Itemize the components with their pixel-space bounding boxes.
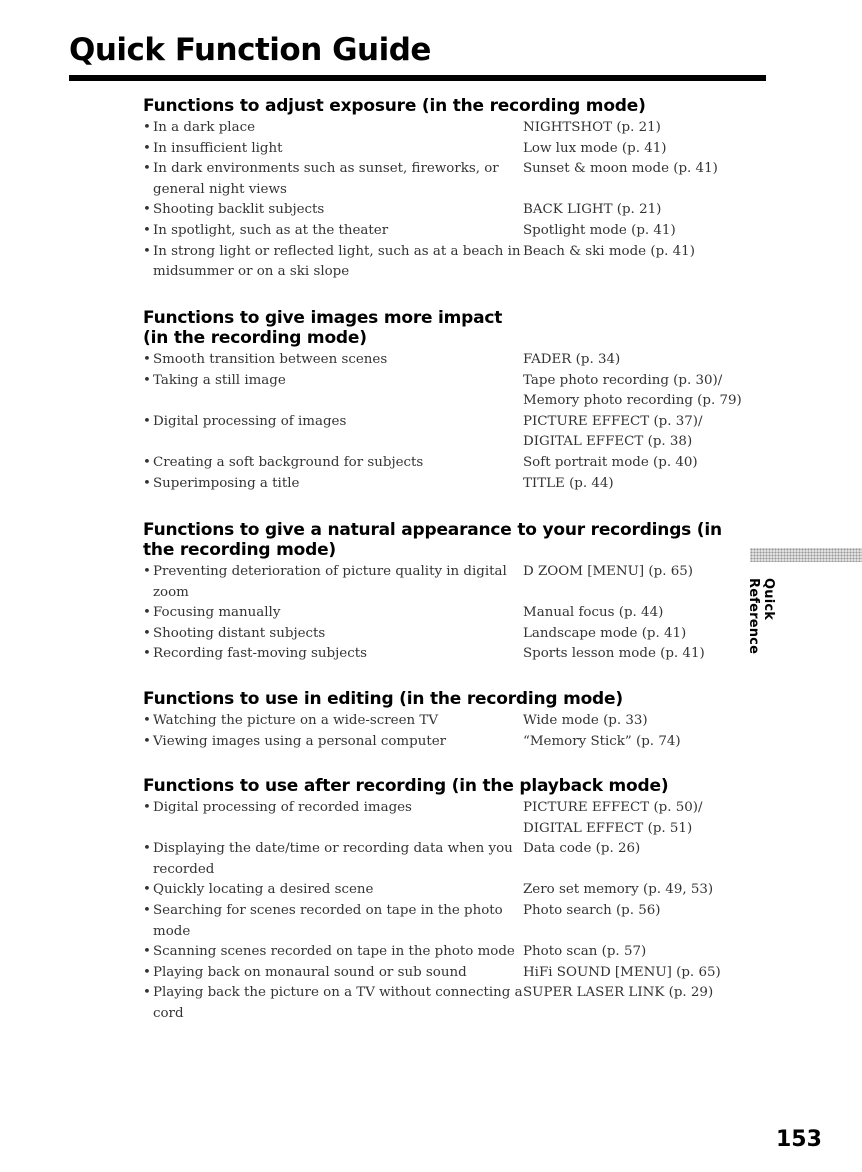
function-reference: HiFi SOUND [MENU] (p. 65) bbox=[523, 964, 721, 980]
function-reference: Tape photo recording (p. 30)/ Memory photo recording (p. 79) bbox=[523, 372, 742, 409]
function-reference: TITLE (p. 44) bbox=[523, 475, 614, 491]
function-reference: Manual focus (p. 44) bbox=[523, 605, 664, 621]
function-description: • Recording fast-moving subjects bbox=[143, 644, 523, 665]
list-item bbox=[143, 880, 763, 901]
list-item bbox=[143, 603, 763, 624]
section-heading: Functions to use after recording (in the playback mode) bbox=[143, 776, 669, 796]
list-item bbox=[143, 474, 763, 495]
section-heading: Functions to give a natural appearance to your recordings (in the recording mode) bbox=[143, 520, 722, 560]
list-item bbox=[143, 221, 763, 242]
list-item bbox=[143, 200, 763, 221]
list-item bbox=[143, 711, 763, 732]
list-item bbox=[143, 371, 763, 412]
function-reference: Sunset & moon mode (p. 41) bbox=[523, 161, 718, 177]
function-reference: SUPER LASER LINK (p. 29) bbox=[523, 985, 714, 1001]
function-reference: Sports lesson mode (p. 41) bbox=[523, 646, 705, 662]
list-item bbox=[143, 983, 763, 1024]
section-tab-marker bbox=[750, 548, 862, 562]
function-reference: Zero set memory (p. 49, 53) bbox=[523, 882, 714, 898]
function-description: • In a dark place bbox=[143, 118, 523, 139]
function-reference: Landscape mode (p. 41) bbox=[523, 625, 687, 641]
list-item bbox=[143, 839, 763, 880]
function-reference: Low lux mode (p. 41) bbox=[523, 140, 667, 156]
list-item bbox=[143, 942, 763, 963]
function-reference: Wide mode (p. 33) bbox=[523, 713, 648, 728]
function-reference: “Memory Stick” (p. 74) bbox=[523, 733, 681, 749]
page-title: Quick Function Guide bbox=[69, 32, 431, 68]
function-list bbox=[143, 350, 763, 494]
section-impact bbox=[143, 308, 763, 494]
function-description: • Creating a soft background for subjects bbox=[143, 453, 523, 474]
list-item bbox=[143, 644, 763, 665]
function-reference: D ZOOM [MENU] (p. 65) bbox=[523, 564, 693, 579]
section-after-recording bbox=[143, 776, 763, 1025]
function-description: • Smooth transition between scenes bbox=[143, 350, 523, 371]
list-item bbox=[143, 562, 763, 603]
function-description: • Quickly locating a desired scene bbox=[143, 880, 523, 901]
function-description: • Displaying the date/time or recording data when you recorded bbox=[143, 839, 523, 880]
function-description: • In strong light or reflected light, such as at a beach in midsummer or on a ski slope bbox=[143, 242, 523, 283]
function-list bbox=[143, 562, 763, 665]
function-description: • Shooting backlit subjects bbox=[143, 200, 523, 221]
function-reference: PICTURE EFFECT (p. 50)/ DIGITAL EFFECT (p. 51) bbox=[523, 800, 703, 836]
list-item bbox=[143, 350, 763, 371]
function-description: • Viewing images using a personal computer bbox=[143, 732, 523, 753]
page-number: 153 bbox=[776, 1127, 822, 1152]
list-item bbox=[143, 412, 763, 453]
section-heading: Functions to use in editing (in the recording mode) bbox=[143, 689, 623, 709]
function-description: • Scanning scenes recorded on tape in the photo mode bbox=[143, 942, 523, 963]
function-description: • Focusing manually bbox=[143, 603, 523, 624]
function-description: • Taking a still image bbox=[143, 371, 523, 412]
function-description: • Digital processing of recorded images bbox=[143, 798, 523, 839]
function-reference: Soft portrait mode (p. 40) bbox=[523, 454, 698, 470]
section-exposure bbox=[143, 96, 763, 283]
function-description: • Playing back on monaural sound or sub sound bbox=[143, 963, 523, 984]
function-description: • Preventing deterioration of picture quality in digital zoom bbox=[143, 562, 523, 603]
section-heading: Functions to give images more impact (in the recording mode) bbox=[143, 308, 503, 348]
section-editing bbox=[143, 689, 763, 752]
function-description: • In spotlight, such as at the theater bbox=[143, 221, 523, 242]
function-reference: PICTURE EFFECT (p. 37)/ DIGITAL EFFECT (p. 38) bbox=[523, 413, 703, 450]
function-reference: Data code (p. 26) bbox=[523, 841, 641, 857]
list-item bbox=[143, 118, 763, 139]
list-item bbox=[143, 159, 763, 200]
function-description: • Digital processing of images bbox=[143, 412, 523, 453]
function-description: • Superimposing a title bbox=[143, 474, 523, 495]
function-list bbox=[143, 798, 763, 1025]
section-natural-appearance bbox=[143, 520, 763, 665]
list-item bbox=[143, 624, 763, 645]
function-reference: Photo scan (p. 57) bbox=[523, 944, 647, 960]
function-reference: Beach & ski mode (p. 41) bbox=[523, 243, 695, 259]
list-item bbox=[143, 901, 763, 942]
list-item bbox=[143, 139, 763, 160]
list-item bbox=[143, 963, 763, 984]
side-section-label: Quick Reference bbox=[746, 578, 776, 655]
function-list bbox=[143, 118, 763, 283]
function-reference: NIGHTSHOT (p. 21) bbox=[523, 120, 661, 135]
function-reference: Photo search (p. 56) bbox=[523, 902, 661, 918]
section-heading: Functions to adjust exposure (in the recording mode) bbox=[143, 96, 646, 116]
function-description: • Playing back the picture on a TV without connecting a cord bbox=[143, 983, 523, 1024]
list-item bbox=[143, 798, 763, 839]
list-item bbox=[143, 453, 763, 474]
list-item bbox=[143, 732, 763, 753]
function-reference: FADER (p. 34) bbox=[523, 352, 621, 367]
function-description: • Searching for scenes recorded on tape in the photo mode bbox=[143, 901, 523, 942]
list-item bbox=[143, 242, 763, 283]
title-rule bbox=[69, 75, 766, 81]
function-reference: Spotlight mode (p. 41) bbox=[523, 222, 676, 238]
function-description: • In insufficient light bbox=[143, 139, 523, 160]
function-description: • Watching the picture on a wide-screen TV bbox=[143, 711, 523, 732]
function-reference: BACK LIGHT (p. 21) bbox=[523, 202, 662, 218]
function-description: • Shooting distant subjects bbox=[143, 624, 523, 645]
function-description: • In dark environments such as sunset, fireworks, or general night views bbox=[143, 159, 523, 200]
function-list bbox=[143, 711, 763, 752]
